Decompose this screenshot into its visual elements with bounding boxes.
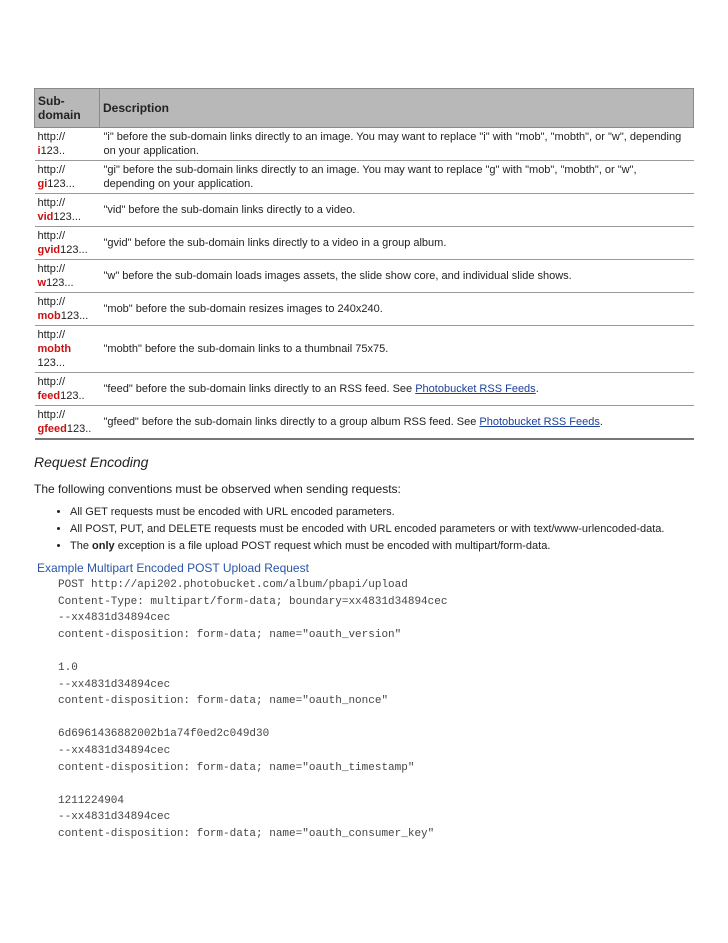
emphasis-text: only [92,540,115,552]
list-item [70,521,694,538]
description-text: "gvid" before the sub-domain links directly to a video in a group album. [103,237,447,249]
description-cell [100,406,694,440]
description-text: . [535,383,539,395]
subdomain-code: w [37,277,47,289]
description-text: "gfeed" before the sub-domain links directly to a group album RSS feed. See [103,416,480,428]
description-cell [100,128,694,161]
subdomain-prefix: http:// [37,329,66,341]
code-line: content-disposition: form-data; name="oauth_timestamp" [58,761,415,774]
table-row [35,227,694,260]
table-header-row [35,89,694,128]
table-row [35,293,694,326]
column-header-description: Description [100,89,694,128]
description-text: "w" before the sub-domain loads images assets, the slide show core, and individual slide shows. [103,270,572,282]
subdomain-prefix: http:// [37,376,66,388]
subdomain-suffix: 123... [60,244,88,256]
rss-feeds-link[interactable]: Photobucket RSS Feeds [415,383,536,395]
subdomain-prefix: http:// [37,164,66,176]
list-item [70,504,694,521]
section-title: Request Encoding [34,454,149,470]
subdomain-code: vid [37,211,54,223]
subdomain-prefix: http:// [37,197,66,209]
list-item-text: All GET requests must be encoded with URL encoded parameters. [70,506,395,518]
description-text: "vid" before the sub-domain links directly to a video. [103,204,356,216]
intro-text: The following conventions must be observed when sending requests: [34,482,401,496]
list-item-text: The [70,540,93,552]
code-line: 1.0 [58,661,78,674]
subdomain-table [34,88,694,440]
description-cell [100,227,694,260]
code-line: content-disposition: form-data; name="oauth_nonce" [58,695,389,708]
subdomain-cell [35,326,100,373]
list-item-text: exception is a file upload POST request which must be encoded with multipart/form-data. [114,540,551,552]
list-item-text: All POST, PUT, and DELETE requests must be encoded with URL encoded parameters or with text/www-urlencoded-data. [70,523,665,535]
subdomain-code: i [37,145,41,157]
subdomain-code: mob [37,310,61,322]
subdomain-suffix: 123... [47,178,75,190]
subdomain-cell [35,406,100,440]
table-row [35,194,694,227]
table-row [35,326,694,373]
description-cell [100,260,694,293]
example-title: Example Multipart Encoded POST Upload Request [37,561,309,575]
subdomain-code: gi [37,178,48,190]
code-line: --xx4831d34894cec [58,744,171,757]
description-text: "gi" before the sub-domain links directly to an image. You may want to replace "g" with "mob", "mobth", or "w", depending on your application. [103,164,637,190]
table-row [35,260,694,293]
code-line: --xx4831d34894cec [58,612,171,625]
description-text: "feed" before the sub-domain links directly to an RSS feed. See [103,383,416,395]
subdomain-prefix: http:// [37,263,66,275]
document-page [34,88,694,843]
subdomain-cell [35,128,100,161]
subdomain-suffix: 123.. [66,423,92,435]
subdomain-cell [35,194,100,227]
rss-feeds-link[interactable]: Photobucket RSS Feeds [479,416,600,428]
description-cell [100,373,694,406]
conventions-list [34,504,694,555]
code-line: 1211224904 [58,794,125,807]
description-cell [100,161,694,194]
subdomain-prefix: http:// [37,131,66,143]
description-text: . [599,416,603,428]
subdomain-suffix: 123... [46,277,74,289]
subdomain-cell [35,373,100,406]
subdomain-prefix: http:// [37,409,66,421]
code-line: POST http://api202.photobucket.com/album/pbapi/upload [58,579,408,591]
description-cell [100,326,694,373]
list-item [70,538,694,555]
subdomain-suffix: 123.. [40,145,66,157]
subdomain-code: mobth [37,343,72,355]
subdomain-cell [35,161,100,194]
subdomain-code: feed [37,390,61,402]
subdomain-code: gfeed [37,423,67,435]
subdomain-cell [35,260,100,293]
subdomain-cell [35,293,100,326]
description-text: "mob" before the sub-domain resizes images to 240x240. [103,303,383,315]
subdomain-code: gvid [37,244,61,256]
code-block [58,577,694,843]
code-line: content-disposition: form-data; name="oauth_consumer_key" [58,827,435,840]
table-row [35,373,694,406]
column-header-subdomain: Sub- domain [35,89,100,128]
subdomain-suffix: 123... [60,310,89,322]
subdomain-suffix: 123... [37,357,66,369]
code-line: --xx4831d34894cec [58,678,171,691]
code-line: 6d6961436882002b1a74f0ed2c049d30 [58,728,270,741]
code-line: --xx4831d34894cec [58,811,171,824]
table-row [35,406,694,440]
description-cell [100,293,694,326]
description-cell [100,194,694,227]
subdomain-prefix: http:// [37,230,66,242]
table-row [35,161,694,194]
code-line: content-disposition: form-data; name="oauth_version" [58,628,402,641]
subdomain-prefix: http:// [37,296,66,308]
table-row [35,128,694,161]
description-text: "mobth" before the sub-domain links to a thumbnail 75x75. [103,343,389,355]
subdomain-suffix: 123... [53,211,81,223]
code-line: Content-Type: multipart/form-data; boundary=xx4831d34894cec [58,595,448,608]
subdomain-cell [35,227,100,260]
description-text: "i" before the sub-domain links directly to an image. You may want to replace "i" with "mob", "mobth", or "w", depending on your application. [103,131,682,157]
subdomain-suffix: 123.. [60,390,85,402]
